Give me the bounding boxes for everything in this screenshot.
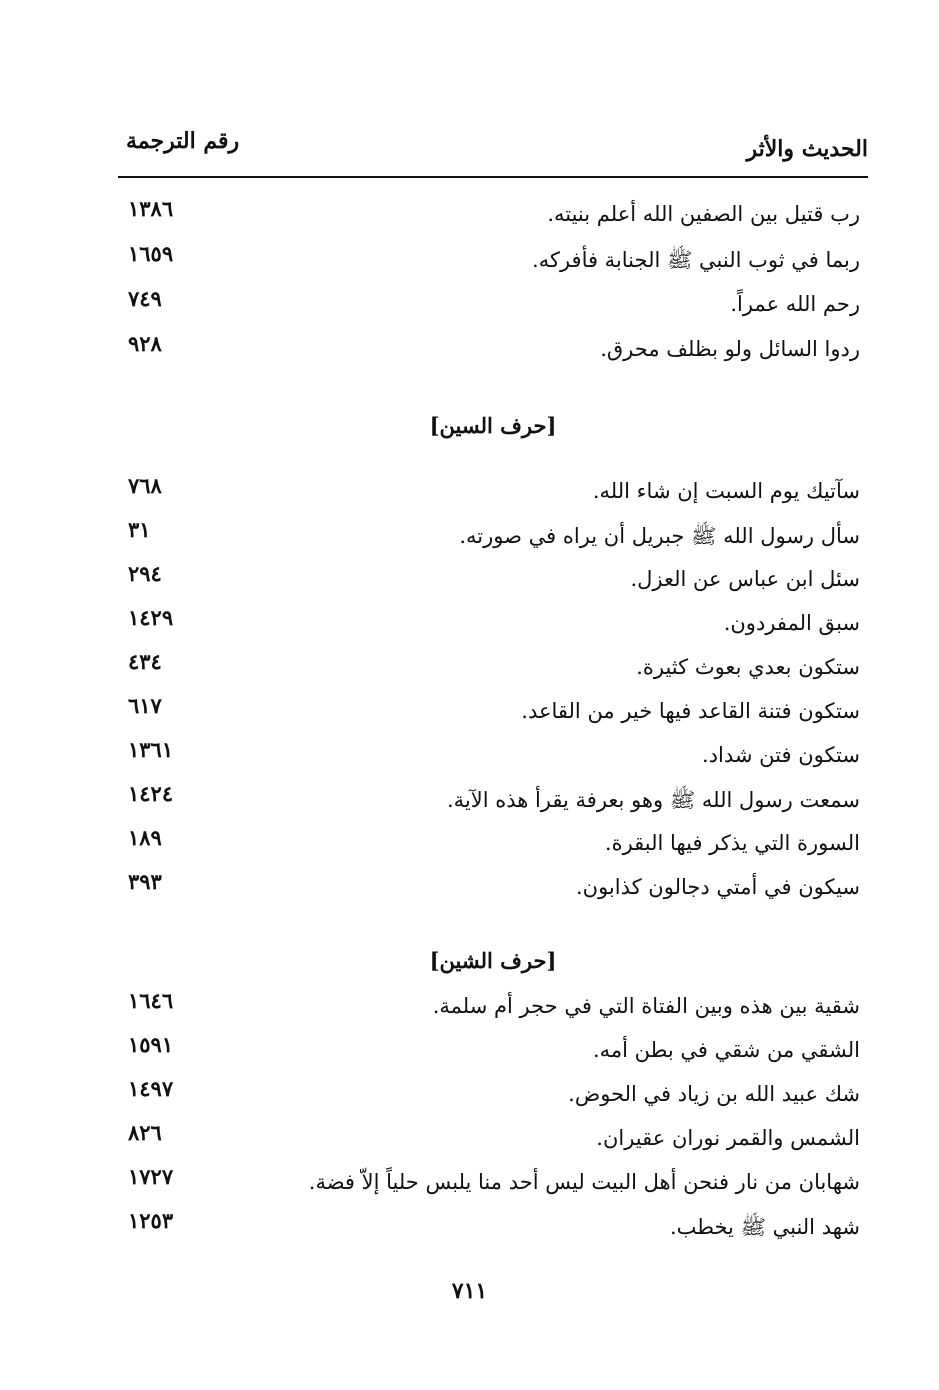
hadith-text: السورة التي يذكر فيها البقرة. <box>604 831 860 855</box>
hadith-entry <box>118 1208 868 1248</box>
hadith-entry <box>118 241 868 281</box>
hadith-entry <box>118 196 868 236</box>
translation-number: ١٤٢٩ <box>128 605 174 630</box>
hadith-text: سئل ابن عباس عن العزل. <box>630 567 860 591</box>
hadith-entry <box>118 605 868 645</box>
hadith-text: ستكون فتن شداد. <box>702 743 860 767</box>
translation-number: ٣١ <box>128 517 151 542</box>
hadith-text: الشقي من شقي في بطن أمه. <box>592 1038 860 1062</box>
hadith-text: رحم الله عمراً. <box>730 292 860 316</box>
hadith-entry <box>118 781 868 821</box>
translation-number: ٧٦٨ <box>128 473 162 498</box>
hadith-entry <box>118 649 868 689</box>
translation-number: ١٤٢٤ <box>128 781 174 806</box>
hadith-text: ردوا السائل ولو بظلف محرق. <box>600 337 860 361</box>
hadith-entry <box>118 869 868 909</box>
translation-number: ١٦٤٦ <box>128 988 174 1013</box>
hadith-text: ربما في ثوب النبي ﷺ الجنابة فأفركه. <box>532 248 860 272</box>
page-number: ٧١١ <box>451 1278 488 1304</box>
hadith-text: رب قتيل بين الصفين الله أعلم بنيته. <box>547 202 860 226</box>
translation-number: ٣٩٣ <box>128 869 162 894</box>
hadith-entry <box>118 473 868 513</box>
hadith-entry <box>118 693 868 733</box>
hadith-entry <box>118 737 868 777</box>
translation-number: ١٢٥٣ <box>128 1208 174 1233</box>
translation-number: ١٥٩١ <box>128 1032 174 1057</box>
hadith-text: سيكون في أمتي دجالون كذابون. <box>575 875 860 899</box>
page-header <box>118 128 868 172</box>
hadith-text: ستكون بعدي بعوث كثيرة. <box>636 655 860 679</box>
translation-number: ١٤٩٧ <box>128 1076 174 1101</box>
hadith-text: شهابان من نار فنحن أهل البيت ليس أحد منا يلبس حلياً إلاّ فضة. <box>308 1170 860 1194</box>
header-rule <box>118 176 868 178</box>
translation-number: ٩٢٨ <box>128 331 162 356</box>
hadith-entry <box>118 517 868 557</box>
hadith-entry <box>118 331 868 371</box>
header-title: الحديث والأثر <box>746 136 868 162</box>
hadith-text: شقية بين هذه وبين الفتاة التي في حجر أم سلمة. <box>432 994 860 1018</box>
translation-number: ١٣٨٦ <box>128 196 174 221</box>
translation-number: ١٨٩ <box>128 825 162 850</box>
translation-number: ٢٩٤ <box>128 561 162 586</box>
hadith-entry <box>118 561 868 601</box>
section-heading-seen: [حرف السين] <box>429 413 557 438</box>
hadith-text: الشمس والقمر نوران عقيران. <box>596 1126 860 1150</box>
hadith-entry <box>118 1120 868 1160</box>
hadith-text: ستكون فتنة القاعد فيها خير من القاعد. <box>521 699 860 723</box>
hadith-text: سأل رسول الله ﷺ جبريل أن يراه في صورته. <box>459 524 860 548</box>
translation-number: ٧٤٩ <box>128 286 162 311</box>
translation-number: ٨٢٦ <box>128 1120 162 1145</box>
hadith-text: سمعت رسول الله ﷺ وهو بعرفة يقرأ هذه الآية. <box>446 788 860 812</box>
hadith-entry <box>118 286 868 326</box>
translation-number: ٦١٧ <box>128 693 162 718</box>
hadith-entry <box>118 1076 868 1116</box>
hadith-entry <box>118 988 868 1028</box>
translation-number: ٤٣٤ <box>128 649 162 674</box>
hadith-entry <box>118 1164 868 1204</box>
hadith-text: شهد النبي ﷺ يخطب. <box>669 1215 860 1239</box>
hadith-entry <box>118 1032 868 1072</box>
translation-number: ١٧٢٧ <box>128 1164 174 1189</box>
hadith-text: شك عبيد الله بن زياد في الحوض. <box>568 1082 860 1106</box>
hadith-text: سآتيك يوم السبت إن شاء الله. <box>592 479 860 503</box>
translation-number: ١٣٦١ <box>128 737 174 762</box>
hadith-text: سبق المفردون. <box>723 611 860 635</box>
header-number-label: رقم الترجمة <box>126 128 240 154</box>
translation-number: ١٦٥٩ <box>128 241 174 266</box>
hadith-entry <box>118 825 868 865</box>
section-heading-sheen: [حرف الشين] <box>429 948 557 973</box>
